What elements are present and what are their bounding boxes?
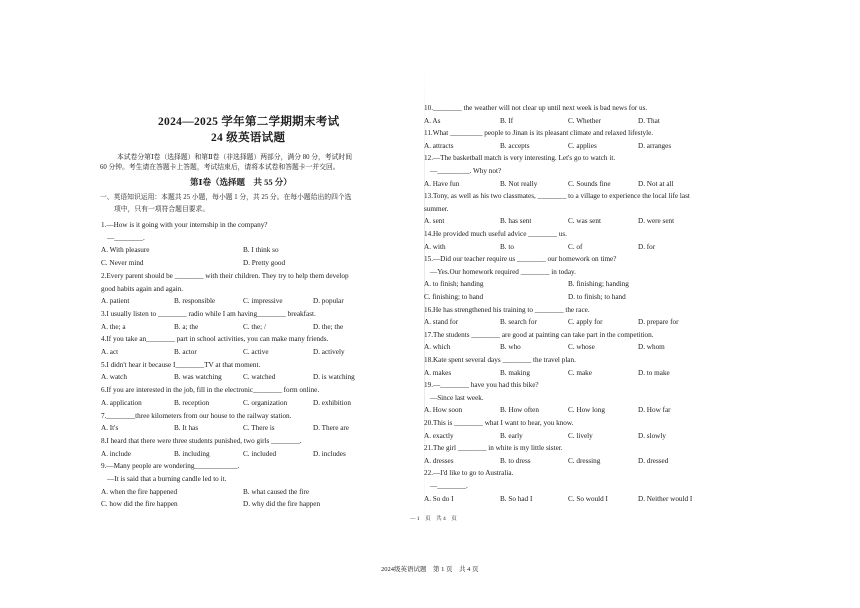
question-stem: 9.—Many people are wondering____________. <box>101 462 240 471</box>
answer-option: C. was sent <box>568 217 601 226</box>
answer-option: A. It's <box>101 424 119 433</box>
answer-option: A. makes <box>424 368 452 377</box>
answer-option: A. sent <box>424 217 445 226</box>
answer-option: B. early <box>500 431 523 440</box>
answer-option: C. included <box>243 449 277 458</box>
question-stem-continued: —________. <box>430 482 468 490</box>
answer-option: B. reception <box>174 398 210 407</box>
answer-option: B. I think so <box>243 246 279 255</box>
answer-option: C. Sounds fine <box>568 179 611 188</box>
question-stem: 4.If you take an________ part in school activities, you can make many friends. <box>101 335 329 344</box>
answer-option: C. Never mind <box>101 259 144 268</box>
answer-option: B. How often <box>500 406 539 415</box>
answer-option: D. whom <box>638 343 665 352</box>
answer-option: B. If <box>500 116 514 125</box>
answer-option: A. dresses <box>424 456 454 465</box>
answer-option: A. attracts <box>424 141 454 150</box>
answer-option: B. was watching <box>174 373 222 382</box>
answer-option: A. to finish; handing <box>424 280 484 289</box>
answer-option: B. So had I <box>500 494 533 503</box>
answer-option: D. prepare for <box>638 318 679 327</box>
question-stem-continued: good habits again and again. <box>101 284 184 293</box>
answer-option: B. to dress <box>500 456 531 465</box>
answer-option: D. Neither would I <box>638 494 693 503</box>
answer-option: C. apply for <box>568 318 603 327</box>
answer-option: D. arranges <box>638 141 672 150</box>
question-stem: 15.—Did our teacher require us ________ our homework on time? <box>424 255 617 264</box>
answer-option: D. How far <box>638 406 671 415</box>
question-stem: 14.He provided much useful advice ________ us. <box>424 230 567 238</box>
answer-option: D. to make <box>638 368 670 377</box>
part-one-heading: 第Ⅰ卷（选择题 共 55 分） <box>190 177 292 187</box>
answer-option: B. search for <box>500 318 537 327</box>
page-footer: 2024级英语试题 第 1 页 共 4 页 <box>381 566 479 573</box>
question-stem: 6.If you are interested in the job, fill in the electronic________ form online. <box>101 386 320 395</box>
answer-option: A. act <box>101 348 119 356</box>
answer-option: C. So would I <box>568 494 608 503</box>
answer-option: B. actor <box>174 348 197 356</box>
answer-option: C. make <box>568 368 592 377</box>
page-mark-small: — 1 页 共 4 页 <box>410 516 457 522</box>
answer-option: A. exactly <box>424 431 454 440</box>
answer-option: A. which <box>424 343 451 352</box>
answer-option: A. include <box>101 449 131 458</box>
exam-note-line-1: 本试卷分第Ⅰ卷（选择题）和第Ⅱ卷（非选择题）两部分，满分 80 分，考试时间 <box>117 154 352 161</box>
answer-option: A. How soon <box>424 406 463 415</box>
answer-option: B. making <box>500 368 530 377</box>
question-stem: 10.________ the weather will not clear up until next week is bad news for us. <box>424 104 648 112</box>
question-stem: 3.I usually listen to ________ radio while I am having________ breakfast. <box>101 309 316 318</box>
answer-option: A. So do I <box>424 494 454 503</box>
answer-option: D. the; the <box>313 322 344 331</box>
answer-option: C. dressing <box>568 456 601 465</box>
question-stem: 17.The students ________ are good at painting can take part in the competition. <box>424 330 654 339</box>
answer-option: C. Whether <box>568 116 601 125</box>
answer-option: A. application <box>101 398 142 407</box>
answer-option: B. who <box>500 343 521 352</box>
answer-option: B. including <box>174 449 210 458</box>
answer-option: D. slowly <box>638 431 666 440</box>
answer-option: B. finishing; handing <box>568 280 629 289</box>
answer-option: D. Pretty good <box>243 259 286 268</box>
section-one-instruction-1: 一、英语知识运用：本题共 25 小题，每小题 1 分，共 25 分。在每小题给出的四个选 <box>100 194 352 201</box>
answer-option: C. organization <box>243 398 288 407</box>
answer-option: D. Not at all <box>638 179 674 188</box>
answer-option: C. finishing; to hand <box>424 293 484 301</box>
answer-option: D. to finish; to hand <box>568 293 626 301</box>
answer-option: C. impressive <box>243 297 283 306</box>
question-stem: 21.The girl ________ in white is my little sister. <box>424 444 563 453</box>
answer-option: C. There is <box>243 424 275 433</box>
answer-option: A. the; a <box>101 322 126 331</box>
answer-option: C. How long <box>568 406 605 415</box>
answer-option: A. Have fun <box>424 179 460 188</box>
question-stem-continued: —________. <box>107 233 145 242</box>
answer-option: D. popular <box>313 297 344 306</box>
question-stem-continued: summer. <box>424 204 449 213</box>
answer-option: D. were sent <box>638 217 675 226</box>
answer-option: D. exhibition <box>313 398 351 407</box>
question-stem: 18.Kate spent several days ________ the travel plan. <box>424 356 576 364</box>
answer-option: C. the; / <box>243 322 266 331</box>
section-one-instruction-2: 项中，只有一项符合题目要求。 <box>114 206 210 213</box>
exam-note-line-2: 60 分钟。考生请在答题卡上答题，考试结束后，请将本试卷和答题卡一并交回。 <box>100 164 340 171</box>
question-stem: 7.________three kilometers from our house to the railway station. <box>101 411 292 420</box>
answer-option: A. when the fire happened <box>101 487 178 496</box>
question-stem: 20.This is ________ what I want to hear, you know. <box>424 419 574 427</box>
answer-option: B. responsible <box>174 297 216 306</box>
answer-option: C. how did the fire happen <box>101 500 178 509</box>
answer-option: D. is watching <box>313 373 355 382</box>
answer-option: C. lively <box>568 431 593 440</box>
answer-option: D. includes <box>313 449 346 458</box>
answer-option: A. with <box>424 242 446 251</box>
question-stem-continued: —Yes.Our homework required ________ in today. <box>430 267 576 276</box>
answer-option: C. of <box>568 242 583 251</box>
question-stem: 5.I didn't hear it because I________TV at that moment. <box>101 360 261 369</box>
question-stem: 2.Every parent should be ________ with their children. They try to help them develop <box>101 271 349 280</box>
question-stem: 13.Tony, as well as his two classmates, ________ to a village to experience the local life last <box>424 192 690 201</box>
answer-option: D. There are <box>313 424 349 433</box>
answer-option: C. watched <box>243 373 276 382</box>
exam-subtitle: 24 级英语试题 <box>211 132 286 144</box>
question-stem: 19.—________ have you had this bike? <box>424 381 539 390</box>
question-stem: 8.I heard that there were three students punished, two girls ________. <box>101 436 302 445</box>
question-stem: 11.What _________ people to Jinan is its pleasant climate and relaxed lifestyle. <box>424 129 654 138</box>
answer-option: B. It has <box>174 424 199 433</box>
answer-option: D. dressed <box>638 456 669 465</box>
answer-option: A. patient <box>101 297 130 306</box>
answer-option: B. Not really <box>500 179 538 188</box>
answer-option: A. stand for <box>424 318 459 327</box>
answer-option: D. for <box>638 242 656 251</box>
exam-title: 2024—2025 学年第二学期期末考试 <box>158 116 340 128</box>
answer-option: D. That <box>638 116 660 125</box>
answer-option: C. applies <box>568 141 597 150</box>
question-stem: 22.—I'd like to go to Australia. <box>424 469 514 478</box>
answer-option: B. what caused the fire <box>243 487 310 496</box>
answer-option: B. has sent <box>500 217 532 226</box>
answer-option: D. actively <box>313 348 345 356</box>
question-stem: 1.—How is it going with your internship in the company? <box>101 221 268 229</box>
question-stem-continued: —Since last week. <box>430 393 484 402</box>
answer-option: A. With pleasure <box>101 246 150 255</box>
answer-option: B. a; the <box>174 322 199 331</box>
answer-option: A. As <box>424 116 441 125</box>
answer-option: D. why did the fire happen <box>243 500 321 509</box>
question-stem-continued: —_________. Why not? <box>430 167 502 175</box>
question-stem: 16.He has strengthened his training to ________ the race. <box>424 305 590 314</box>
answer-option: C. whose <box>568 343 595 352</box>
answer-option: A. watch <box>101 373 127 382</box>
answer-option: C. active <box>243 348 269 356</box>
answer-option: B. accepts <box>500 141 530 150</box>
answer-option: B. to <box>500 242 514 251</box>
question-stem-continued: —It is said that a burning candle led to it. <box>107 475 227 483</box>
question-stem: 12.—The basketball match is very interesting. Let's go to watch it. <box>424 154 616 163</box>
